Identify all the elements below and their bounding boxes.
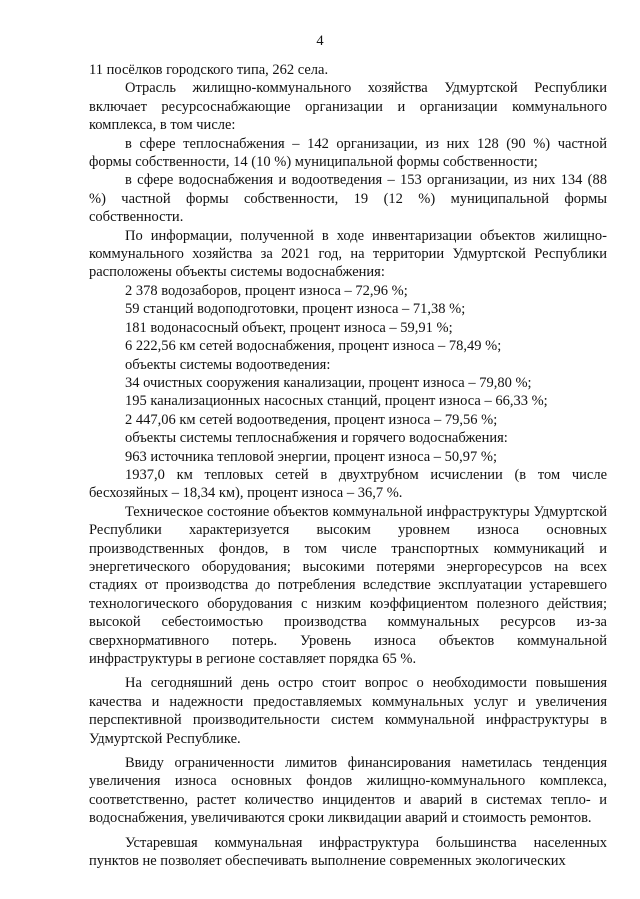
paragraph: 181 водонасосный объект, процент износа – 59,91 %; [125, 319, 453, 336]
paragraph: в сфере теплоснабжения – 142 организации, из них 128 (90 %) частной формы собственности, 14 (10 %) муниципальной формы собственности; [89, 135, 607, 171]
paragraph: 1937,0 км тепловых сетей в двухтрубном исчислении (в том числе бесхозяйных – 18,34 км), процент износа – 36,7 %. [89, 466, 607, 502]
paragraph: Отрасль жилищно-коммунального хозяйства Удмуртской Республики включает ресурсоснабжающие организации и организации коммунального комплекса, в том числе: [89, 80, 607, 134]
paragraph: Техническое состояние объектов коммунальной инфраструктуры Удмуртской Республики характеризуется высоким уровнем износа основных производственных фондов, в том числе транспортных коммуникаций и энергетического оборудования; высокими потерями энергоресурсов на всех стадиях от производства до потребления вследствие эксплуатации устаревшего технологического оборудования с низким коэффициентом полезного действия; высокой себестоимостью производства коммунальных ресурсов из-за сверхнормативного потерь. Уровень износа объектов коммунальной инфраструктуры в регионе составляет порядка 65 %. [89, 503, 607, 667]
paragraph: 59 станций водоподготовки, процент износа – 71,38 %; [125, 301, 466, 318]
paragraph: 2 447,06 км сетей водоотведения, процент износа – 79,56 %; [125, 411, 498, 428]
paragraph: Ввиду ограниченности лимитов финансирования наметилась тенденция увеличения износа основных фондов жилищно-коммунального комплекса, соответственно, растет количество инцидентов и аварий в системах тепло- и водоснабжения, увеличиваются сроки ликвидации аварий и стоимость ремонтов. [89, 755, 607, 827]
paragraph: Устаревшая коммунальная инфраструктура большинства населенных пунктов не позволяет обеспечивать выполнение современных экологических [89, 834, 607, 870]
paragraph: объекты системы теплоснабжения и горячего водоснабжения: [125, 430, 508, 447]
page-number: 4 [316, 33, 324, 49]
document-body [89, 61, 607, 870]
paragraph: 963 источника тепловой энергии, процент износа – 50,97 %; [125, 448, 498, 465]
paragraph: 34 очистных сооружения канализации, процент износа – 79,80 %; [125, 374, 532, 391]
paragraph: объекты системы водоотведения: [125, 356, 331, 373]
paragraph: 2 378 водозаборов, процент износа – 72,96 %; [125, 282, 408, 299]
paragraph: в сфере водоснабжения и водоотведения – 153 организации, из них 134 (88 %) частной формы собственности, 19 (12 %) муниципальной формы собственности. [89, 172, 607, 226]
paragraph: На сегодняшний день остро стоит вопрос о необходимости повышения качества и надежности предоставляемых коммунальных услуг и увеличения перспективной производительности систем коммунальной инфраструктуры в Удмуртской Республике. [89, 675, 607, 747]
paragraph: По информации, полученной в ходе инвентаризации объектов жилищно-коммунального хозяйства за 2021 год, на территории Удмуртской Республики расположены объекты системы водоснабжения: [89, 227, 607, 281]
paragraph: 11 посёлков городского типа, 262 села. [89, 62, 329, 78]
paragraph: 195 канализационных насосных станций, процент износа – 66,33 %; [125, 393, 548, 410]
paragraph: 6 222,56 км сетей водоснабжения, процент износа – 78,49 %; [125, 338, 502, 355]
